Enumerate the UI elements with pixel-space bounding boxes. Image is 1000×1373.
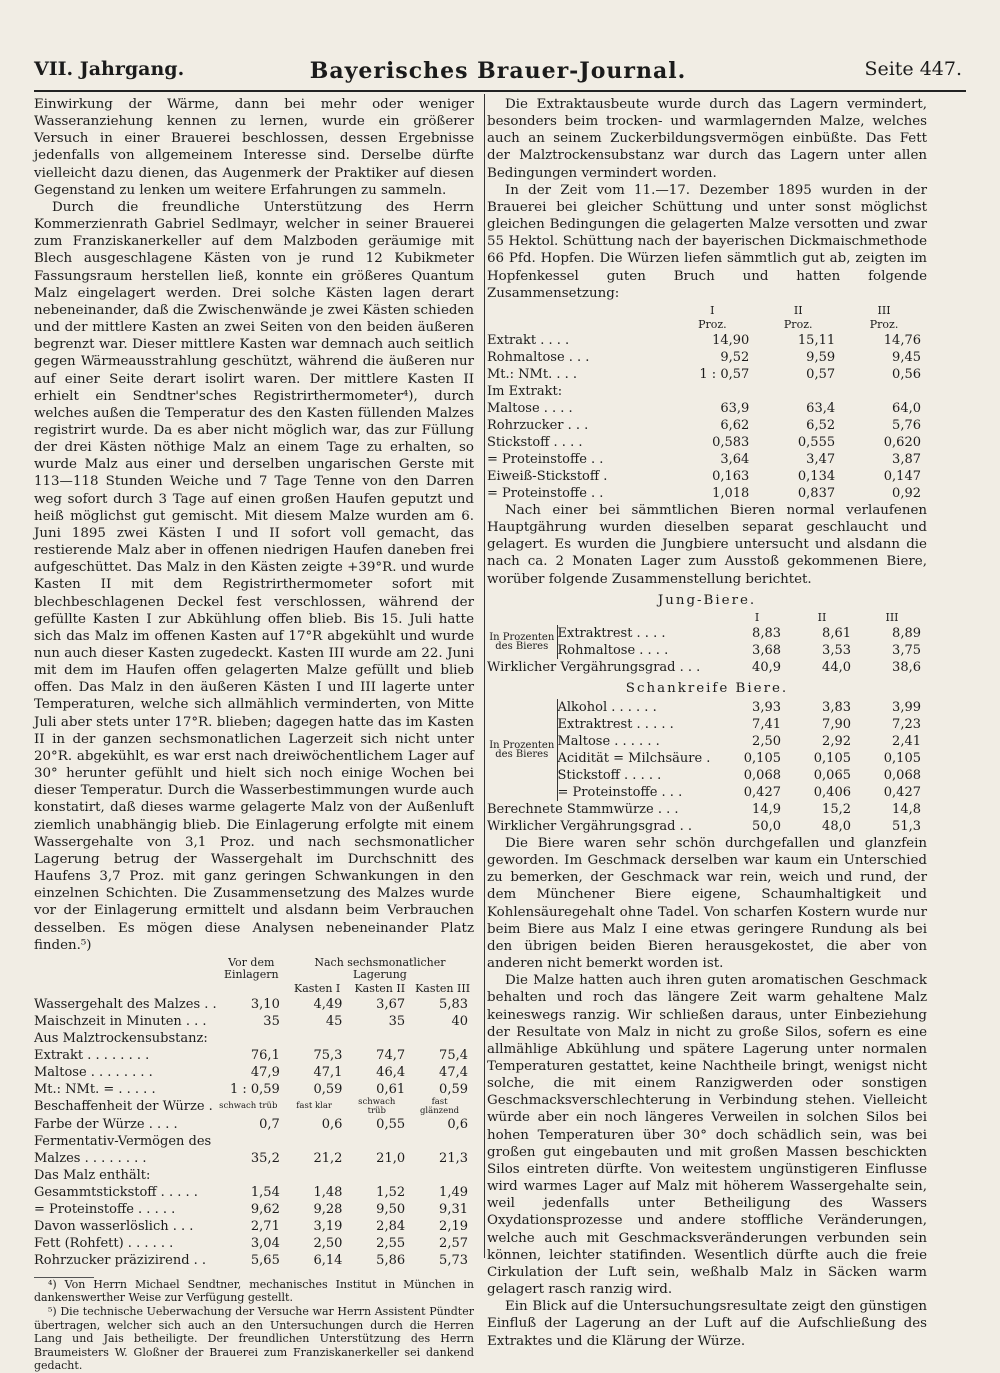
jung-col-2: II	[817, 610, 827, 624]
row-value: 2,84	[376, 1218, 406, 1234]
row-label: Fermentativ-Vermögen des	[34, 1133, 212, 1149]
row-value: 0,406	[813, 784, 851, 800]
row-value: 1 : 0,57	[699, 366, 750, 382]
row-value: 0,555	[797, 434, 836, 450]
row-value: fast klar	[296, 1101, 332, 1112]
row-value: 0,59	[439, 1081, 468, 1097]
schankreife-table	[487, 699, 927, 835]
row-value: 8,83	[752, 625, 781, 641]
table-row	[487, 659, 927, 676]
row-label: Aus Malztrockensubstanz:	[34, 1030, 208, 1046]
wort-unit-2: Proz.	[783, 317, 813, 331]
row-value: 76,1	[250, 1047, 280, 1063]
row-value: 0,57	[806, 366, 836, 382]
row-value: 3,67	[376, 996, 406, 1012]
row-value	[755, 383, 841, 400]
row-label: Acidität = Milchsäure .	[557, 750, 711, 766]
row-value: schwach trüb	[219, 1101, 278, 1112]
table-row	[34, 1167, 474, 1184]
row-value: 35	[263, 1013, 280, 1029]
row-value: 9,45	[892, 349, 921, 365]
row-label: Alkohol . . . . . .	[557, 699, 657, 715]
row-value	[411, 1133, 474, 1150]
table-row	[487, 818, 927, 835]
row-value: 7,90	[822, 716, 851, 732]
row-value: 0,837	[797, 485, 836, 501]
row-value: 0,105	[743, 750, 781, 766]
right-paragraph-6: Ein Blick auf die Untersuchungsresultate zeigt den günstigen Einfluß der Lagerung an der Luft auf die Aufschließung des Extraktes und die Klärung der Würze.	[487, 1299, 927, 1349]
row-value: 0,59	[313, 1081, 343, 1097]
row-value: 1,52	[376, 1184, 406, 1200]
right-paragraph-5: Die Malze hatten auch ihren guten aromatischen Geschmack behalten und roch das längere Zeit warm gehaltene Malz keineswegs ranzig. Wir schließen daraus, unter Einbeziehung der Resultate von Malz in nicht zu große Silos, sofern es eine allmählige Abkühlung und spätere Lagerung unter normalen Temperaturen gestattet, keine Nachtheile bringt, wenigst nicht solche, die mit einem Ranzigwerden oder sonstigen Geschmacksverschlechterung in Verbindung stehen. Vielleicht würde aber ein noch längeres Verweilen in solchen Silos bei hohen Temperaturen über 30° doch schädlich sein, was bei großen gut eingebauten und mit großen Massen beschickten Silos eintreten dürfte. Von weitestem ungünstigeren Einflusse wird warmes Lager auf Malz mit höherem Wassergehalte sein, weil jedenfalls unter Betheiligung des Wassers Oxydationsprozesse und andere stoffliche Veränderungen, welche auch mit Geschmacksveränderungen verbunden sein können, leichter statifinden. Wesentlich dürfte auch die freie Cirkulation der Luft sein, weßhalb Malz in Säcken warm gelagert rasch ranzig wird.	[487, 973, 927, 1298]
row-value: 5,83	[439, 996, 468, 1012]
row-label: Malzes . . . . . . . .	[34, 1150, 147, 1166]
row-label: Extraktrest . . . .	[557, 625, 666, 641]
row-label: Farbe der Würze . . . .	[34, 1116, 178, 1132]
table-row	[487, 400, 927, 417]
row-value: 0,7	[259, 1116, 280, 1132]
row-value	[286, 1167, 349, 1184]
col-kasten-3: Kasten III	[415, 981, 471, 995]
row-value: 5,76	[892, 417, 921, 433]
row-value: 0,56	[892, 366, 921, 382]
table-row	[34, 1116, 474, 1133]
col-kasten-2: Kasten II	[354, 981, 406, 995]
row-label: Wirklicher Vergährungsgrad . . .	[487, 659, 701, 675]
row-value: 0,6	[321, 1116, 343, 1132]
row-value: 47,1	[313, 1064, 343, 1080]
group-label: In Prozenten des Bieres	[487, 699, 557, 801]
table-row	[34, 1218, 474, 1235]
table-row	[487, 383, 927, 400]
volume-label: VII. Jahrgang.	[34, 58, 185, 80]
table-row	[34, 1184, 474, 1201]
wort-unit-3: Proz.	[869, 317, 899, 331]
row-value: 3,87	[892, 451, 921, 467]
jungbiere-table	[487, 611, 927, 676]
col-after: Nach sechsmonatlicher Lagerung	[314, 955, 446, 981]
row-value: 2,41	[892, 733, 921, 749]
table-row	[34, 1030, 474, 1047]
row-label: Das Malz enthält:	[34, 1167, 151, 1183]
row-label: Rohmaltose . . . .	[557, 642, 669, 658]
row-value	[286, 1030, 349, 1047]
row-value: 50,0	[752, 818, 781, 834]
row-value: 21,3	[439, 1150, 468, 1166]
row-value: 1 : 0,59	[229, 1081, 280, 1097]
row-value: 1,48	[313, 1184, 343, 1200]
row-value: 0,427	[743, 784, 781, 800]
row-value: 2,50	[752, 733, 781, 749]
table-row	[34, 996, 474, 1013]
row-label: Extrakt . . . .	[487, 332, 570, 348]
row-value: 3,04	[250, 1235, 280, 1251]
row-value: 1,54	[250, 1184, 280, 1200]
row-value: 75,3	[313, 1047, 343, 1063]
malt-analysis-table	[34, 956, 474, 1269]
row-value: 3,83	[822, 699, 851, 715]
row-label: Im Extrakt:	[487, 383, 563, 399]
row-label: Wirklicher Vergährungsgrad . .	[487, 818, 693, 834]
row-value: 46,4	[376, 1064, 406, 1080]
row-value: 14,76	[883, 332, 921, 348]
row-label: Rohrzucker . . .	[487, 417, 589, 433]
row-value: 44,0	[822, 659, 851, 675]
row-label: Fett (Rohfett) . . . . . .	[34, 1235, 174, 1251]
row-label: Davon wasserlöslich . . .	[34, 1218, 194, 1234]
row-value: 1,49	[439, 1184, 468, 1200]
row-value	[411, 1167, 474, 1184]
row-value	[348, 1133, 411, 1150]
footnotes	[34, 1278, 474, 1373]
table-row	[487, 417, 927, 434]
jungbiere-title: Jung-Biere.	[657, 592, 757, 608]
row-value: 8,61	[822, 625, 851, 641]
row-value: 6,62	[720, 417, 750, 433]
row-value: 3,19	[313, 1218, 343, 1234]
right-paragraph-4: Die Biere waren sehr schön durchgefallen und glanzfein geworden. Im Geschmack derselben war kaum ein Unterschied zu bemerken, der Geschmack war rein, weich und rund, der dem Münchener Biere eigene, Schaumhaltigkeit und Kohlensäuregehalt ohne Tadel. Von scharfen Kostern wurde nur beim Biere aus Malz I eine etwas geringere Rundung als bei den übrigen beiden Bieren herausgekostet, die aber von anderen nicht bemerkt worden ist.	[487, 835, 927, 972]
table-row	[487, 485, 927, 502]
table-row	[487, 451, 927, 468]
row-value: 2,50	[313, 1235, 343, 1251]
row-value	[217, 1133, 286, 1150]
row-value: 47,4	[439, 1064, 468, 1080]
row-value	[841, 383, 927, 400]
page-header	[34, 58, 962, 88]
row-value: 14,9	[752, 801, 781, 817]
row-value: 0,068	[743, 767, 781, 783]
row-value: 63,4	[806, 400, 836, 416]
row-label: Rohmaltose . . .	[487, 349, 590, 365]
table-row	[34, 1235, 474, 1252]
row-value: 0,105	[813, 750, 851, 766]
row-label: Beschaffenheit der Würze .	[34, 1099, 213, 1115]
row-value: 0,92	[892, 485, 921, 501]
table-row	[487, 349, 927, 366]
col-before: Vor dem Einlagern	[223, 955, 279, 981]
row-value: 3,75	[892, 642, 921, 658]
wort-col-1: I	[710, 303, 715, 317]
row-value: 0,105	[883, 750, 921, 766]
schankreife-title: Schankreife Biere.	[625, 680, 789, 696]
row-label: = Proteinstoffe . .	[487, 451, 604, 467]
row-value: 0,163	[712, 468, 750, 484]
row-label: Maischzeit in Minuten . . .	[34, 1013, 207, 1029]
table-row	[34, 1150, 474, 1167]
row-value: 6,52	[806, 417, 836, 433]
row-value: 4,49	[313, 996, 343, 1012]
row-value: 1,018	[712, 485, 750, 501]
table-row	[34, 1098, 474, 1116]
left-column	[34, 96, 474, 1373]
row-label: Mt.: NMt. = . . . . .	[34, 1081, 156, 1097]
row-value	[348, 1167, 411, 1184]
row-value: 45	[325, 1013, 343, 1029]
wort-col-3: III	[877, 303, 891, 317]
row-value: 74,7	[376, 1047, 406, 1063]
row-value: 0,61	[376, 1081, 406, 1097]
row-value: 40	[451, 1013, 468, 1029]
table-row	[487, 332, 927, 349]
row-value	[348, 1030, 411, 1047]
row-value: fast glänzend	[419, 1096, 460, 1116]
right-column	[487, 96, 927, 1350]
wort-col-2: II	[793, 303, 803, 317]
row-value: 35,2	[250, 1150, 280, 1166]
row-value: 0,065	[813, 767, 851, 783]
row-value: 15,2	[822, 801, 851, 817]
row-value	[217, 1030, 286, 1047]
row-label: = Proteinstoffe . .	[487, 485, 604, 501]
row-value: 14,90	[712, 332, 750, 348]
group-label: In Prozenten des Bieres	[487, 625, 557, 659]
row-value: 21,2	[313, 1150, 343, 1166]
left-paragraph-2: Durch die freundliche Unterstützung des Herrn Kommerzienrath Gabriel Sedlmayr, welcher in seiner Brauerei zum Franziskanerkeller auf dem Malzboden geräumige mit Blech ausgeschlagene Kästen von je rund 12 Kubikmeter Fassungsraum herstellen ließ, konnte ein größeres Quantum Malz eingelagert werden. Drei solche Kästen lagen derart nebeneinander, daß die Zwischenwände je zwei Kästen schieden und der mittlere Kasten an zwei Seiten von den beiden äußeren begrenzt war. Dieser mittlere Kasten war demnach auch seitlich gegen Wärmeausstrahlung geschützt, während die äußeren nur auf einer Seite derart isolirt waren. Der mittlere Kasten II erhielt ein Sendtner'sches Registrirthermometer⁴), durch welches außen die Temperatur des den Kasten füllenden Malzes registrirt wurde. Da es aber nicht möglich war, das zur Füllung der drei Kästen nöthige Malz an einem Tage zu erhalten, so wurde Malz aus einer und derselben ungarischen Gerste mit 113—118 Stunden Weiche und 7 Tage Tenne von den Darren weg sofort durch 3 Tage auf einen großen Haufen geputzt und heiß möglichst gut gemischt. Mit diesem Malze wurden am 6. Juni 1895 zwei Kästen I und II sofort voll gemacht, das restierende Malz aber in offenen niedrigen Haufen daneben frei aufgeschüttet. Das Malz in den Kästen zeigte +39°R. und wurde Kasten II mit dem Registrirthermometer sofort mit blechbeschlagenen Deckel fest verschlossen, während der gefüllte Kasten I zur Abkühlung offen blieb. Bis 15. Juli hatte sich das Malz im offenen Kasten auf 17°R abgekühlt und wurde nun auch dieser Kasten zugedeckt. Kasten III wurde am 22. Juni mit dem im Haufen offen gelagerten Malze gefüllt und blieb offen. Das Malz in den äußeren Kästen I und III lagerte unter Temperaturen, welche sich allmählich verminderten, von Mitte Juli aber stets unter 17°R. blieben; dagegen hatte das im Kasten II in der ganzen sechsmonatlichen Lagerzeit sich nicht unter 20°R. abgekühlt, es war erst nach dreiwöchentlichem Lager auf 30° herunter gefühlt und hielt sich noch einige Wochen bei dieser Temperatur. Durch die Wasserbestimmungen wurde auch konstatirt, daß dieses warme gelagerte Malz von der Außenluft ziemlich unabhängig blieb. Die Einlagerung erfolgte mit einem Wassergehalte von 3,1 Proz. und nach sechsmonatlicher Lagerung betrug der Wassergehalt im Durchschnitt des Haufens 3,7 Proz. mit ganz geringen Schwankungen in den einzelnen Schichten. Die Zusammensetzung des Malzes wurde vor der Einlagerung ermittelt und alsdann beim Verbrauchen desselben. Es mögen diese Analysen nebeneinander Platz finden.⁵)	[34, 199, 474, 953]
row-label: = Proteinstoffe . . .	[557, 784, 683, 800]
jung-col-1: I	[754, 610, 760, 624]
row-label: = Proteinstoffe . . . . .	[34, 1201, 176, 1217]
row-label: Eiweiß-Stickstoff .	[487, 468, 608, 484]
table-row	[487, 468, 927, 485]
row-value: 38,6	[892, 659, 921, 675]
row-value: 9,52	[720, 349, 750, 365]
table-row	[34, 1047, 474, 1064]
row-value: 9,28	[313, 1201, 343, 1217]
row-label: Maltose . . . .	[487, 400, 573, 416]
table-row	[487, 366, 927, 383]
row-value: 40,9	[752, 659, 781, 675]
row-value: 3,93	[752, 699, 781, 715]
row-value: 9,50	[376, 1201, 406, 1217]
row-value: 21,0	[376, 1150, 406, 1166]
table-row	[34, 1252, 474, 1269]
row-value: 5,65	[250, 1252, 280, 1268]
row-value: 5,73	[439, 1252, 468, 1268]
row-value: 2,19	[439, 1218, 468, 1234]
row-value: 8,89	[892, 625, 921, 641]
row-label: Stickstoff . . . .	[487, 434, 583, 450]
row-label: Extraktrest . . . . .	[557, 716, 674, 732]
column-divider	[484, 94, 485, 1258]
row-value: 2,55	[376, 1235, 406, 1251]
table-row	[487, 699, 927, 716]
page-number: Seite 447.	[864, 58, 962, 80]
row-value: 2,92	[822, 733, 851, 749]
row-value: 63,9	[720, 400, 750, 416]
row-value: 0,620	[883, 434, 921, 450]
row-value: 0,068	[883, 767, 921, 783]
row-label: Maltose . . . . . .	[557, 733, 660, 749]
row-value: 0,147	[883, 468, 921, 484]
row-value: 0,134	[797, 468, 836, 484]
row-label: Extrakt . . . . . . . .	[34, 1047, 150, 1063]
row-value: 9,62	[250, 1201, 280, 1217]
table-row	[34, 1064, 474, 1081]
row-value	[286, 1133, 349, 1150]
table-row	[34, 1133, 474, 1150]
row-value: 5,86	[376, 1252, 406, 1268]
right-paragraph-1: Die Extraktausbeute wurde durch das Lagern vermindert, besonders beim trocken- und warmlagernden Malze, welches auch an seinem Zuckerbildungsvermögen einbüßte. Das Fett der Malztrockensubstanz war durch das Lagern unter allen Bedingungen vermindert worden.	[487, 97, 927, 181]
row-value: 7,23	[892, 716, 921, 732]
row-value: 15,11	[797, 332, 836, 348]
row-value: 2,57	[439, 1235, 468, 1251]
table-row	[34, 1013, 474, 1030]
header-rule	[34, 90, 966, 92]
left-paragraph-1: Einwirkung der Wärme, dann bei mehr oder weniger Wasseranziehung kennen zu lernen, wurde ein größerer Versuch in einer Brauerei beschlossen, dessen Ergebnisse jedenfalls von allgemeinem Interesse sind. Derselbe dürfte vielleicht dazu dienen, das Augenmerk der Praktiker auf diesen Gegenstand zu lenken um weitere Erfahrungen zu sammeln.	[34, 97, 474, 198]
journal-title: Bayerisches Brauer-Journal.	[309, 58, 687, 84]
row-value: 48,0	[822, 818, 851, 834]
row-value: 6,14	[313, 1252, 343, 1268]
row-value: 7,41	[752, 716, 781, 732]
row-value: 51,3	[892, 818, 921, 834]
row-value: 14,8	[892, 801, 921, 817]
row-value: 35	[388, 1013, 406, 1029]
table-row	[487, 625, 927, 642]
row-value: 3,64	[720, 451, 750, 467]
row-label: Maltose . . . . . . . .	[34, 1064, 153, 1080]
row-label: Mt.: NMt. . . .	[487, 366, 578, 382]
table-row	[34, 1081, 474, 1098]
row-value: 3,68	[752, 642, 781, 658]
row-value: schwach trüb	[358, 1096, 396, 1116]
row-value: 9,59	[806, 349, 836, 365]
row-value: 3,47	[806, 451, 836, 467]
row-value	[217, 1167, 286, 1184]
footnote-4: ⁴) Von Herrn Michael Sendtner, mechanisches Institut in München in dankenswerther Weise zur Verfügung gestellt.	[34, 1277, 474, 1305]
row-label: Gesammtstickstoff . . . . .	[34, 1184, 198, 1200]
row-label: Rohrzucker präzizirend . .	[34, 1252, 207, 1268]
row-value: 0,427	[883, 784, 921, 800]
row-value: 0,583	[712, 434, 750, 450]
wort-unit-1: Proz.	[698, 317, 727, 331]
row-value	[411, 1030, 474, 1047]
row-value: 0,55	[376, 1116, 406, 1132]
right-paragraph-3: Nach einer bei sämmtlichen Bieren normal verlaufenen Hauptgährung wurden dieselben separat geschlaucht und gelagert. Es wurden die Jungbiere untersucht und alsdann die nach ca. 2 Monaten Lager zum Ausstoß gekommenen Biere, worüber folgende Zusammenstellung berichtet.	[487, 502, 927, 587]
wort-table	[487, 304, 927, 502]
table-row	[487, 801, 927, 818]
table-row	[34, 1201, 474, 1218]
row-value: 9,31	[439, 1201, 468, 1217]
table-row	[487, 434, 927, 451]
row-label: Wassergehalt des Malzes . .	[34, 996, 217, 1012]
row-value: 3,53	[822, 642, 851, 658]
jung-col-3: III	[885, 610, 899, 624]
row-value: 3,99	[892, 699, 921, 715]
row-value: 47,9	[250, 1064, 280, 1080]
row-value: 2,71	[250, 1218, 280, 1234]
row-value: 0,6	[447, 1116, 468, 1132]
row-label: Berechnete Stammwürze . . .	[487, 801, 679, 817]
row-value: 75,4	[439, 1047, 468, 1063]
footnote-5: ⁵) Die technische Ueberwachung der Versuche war Herrn Assistent Pündter übertragen, welcher sich auch an den Untersuchungen durch die Herren Lang und Jais betheiligte. Der freundlichen Unterstützung des Herrn Braumeisters W. Gloßner der Brauerei zum Franziskanerkeller sei dankend gedacht.	[34, 1305, 474, 1373]
row-value	[669, 383, 755, 400]
row-label: Stickstoff . . . . .	[557, 767, 662, 783]
row-value: 64,0	[892, 400, 921, 416]
col-kasten-1: Kasten I	[293, 981, 341, 995]
right-paragraph-2: In der Zeit vom 11.—17. Dezember 1895 wurden in der Brauerei bei gleicher Schüttung und unter sonst möglichst gleichen Bedingungen die gelagerten Malze versotten und zwar 55 Hektol. Schüttung nach der bayerischen Dickmaischmethode 66 Pfd. Hopfen. Die Würzen liefen sämmtlich gut ab, zeigten im Hopfenkessel guten Bruch und hatten folgende Zusammensetzung:	[487, 182, 927, 301]
row-value: 3,10	[250, 996, 280, 1012]
